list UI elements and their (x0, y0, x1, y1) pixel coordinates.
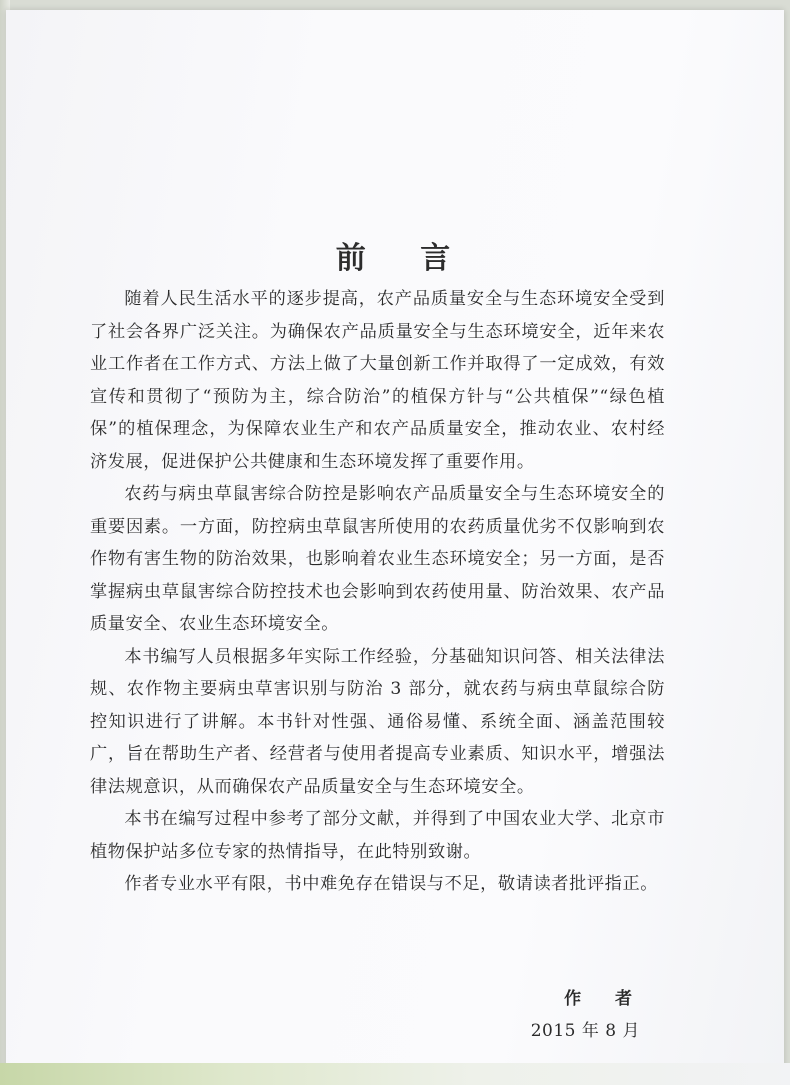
paragraph: 本书编写人员根据多年实际工作经验，分基础知识问答、相关法律法规、农作物主要病虫草害识别与防治 3 部分，就农药与病虫草鼠综合防控知识进行了讲解。本书针对性强、通俗易懂、系统全面、涵盖范围较广，旨在帮助生产者、经营者与使用者提高专业素质、知识水平，增强法律法规意识，从而确保农产品质量安全与生态环境安全。 (90, 646, 665, 797)
page-title: 前 言 (335, 241, 473, 277)
signature-block (530, 985, 646, 1049)
date-line: 2015 年 8 月 (530, 1021, 640, 1041)
author-signature: 作 者 (564, 989, 646, 1009)
paragraph: 随着人民生活水平的逐步提高，农产品质量安全与生态环境安全受到了社会各界广泛关注。为确保农产品质量安全与生态环境安全，近年来农业工作者在工作方式、方法上做了大量创新工作并取得了一定成效，有效宣传和贯彻了“预防为主，综合防治”的植保方针与“公共植保”“绿色植保”的植保理念，为保障农业生产和农产品质量安全，推动农业、农村经济发展，促进保护公共健康和生态环境发挥了重要作用。 (90, 289, 665, 472)
page-edge-band (0, 1063, 790, 1085)
preface-body (90, 283, 665, 901)
paragraph: 本书在编写过程中参考了部分文献，并得到了中国农业大学、北京市植物保护站多位专家的热情指导，在此特别致谢。 (90, 809, 665, 862)
paragraph: 农药与病虫草鼠害综合防控是影响农产品质量安全与生态环境安全的重要因素。一方面，防控病虫草鼠害所使用的农药质量优劣不仅影响到农作物有害生物的防治效果，也影响着农业生态环境安全；另一方面，是否掌握病虫草鼠害综合防控技术也会影响到农药使用量、防治效果、农产品质量安全、农业生态环境安全。 (90, 484, 665, 634)
paragraph: 作者专业水平有限，书中难免存在错误与不足，敬请读者批评指正。 (124, 874, 659, 894)
